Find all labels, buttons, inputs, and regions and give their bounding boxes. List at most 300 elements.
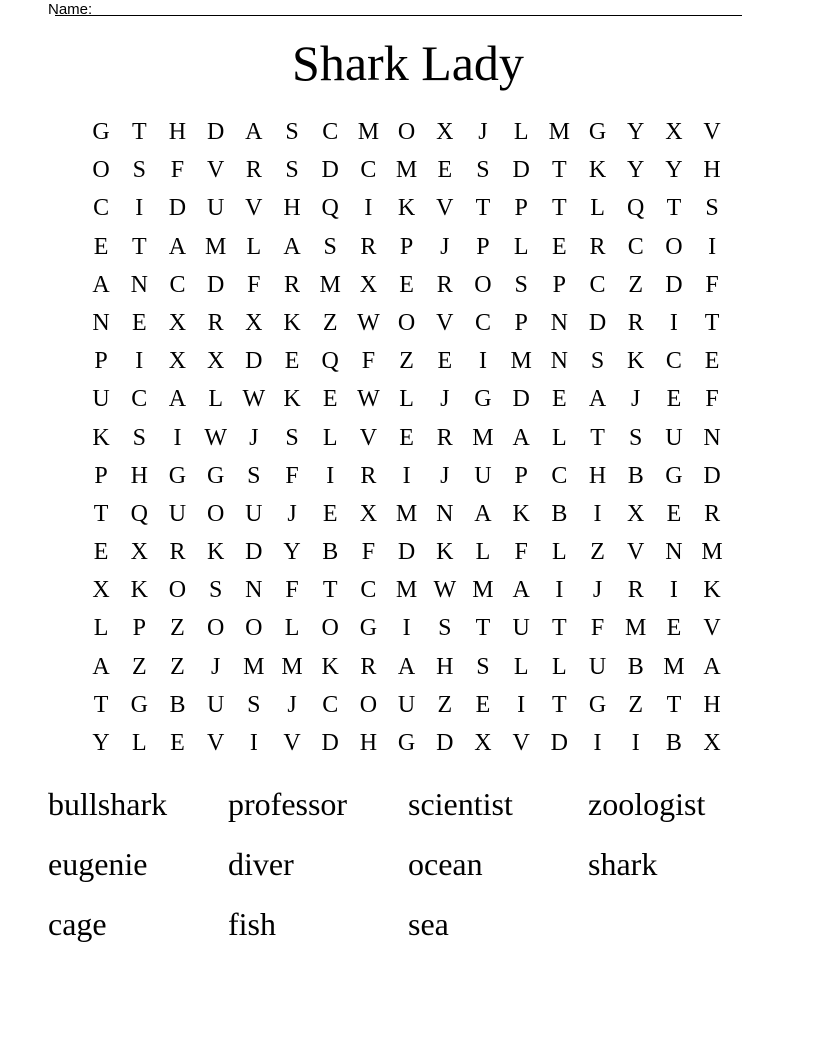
grid-cell: T	[475, 615, 491, 642]
grid-cell: F	[247, 271, 261, 298]
grid-cell: A	[283, 233, 301, 260]
grid-cell: Z	[170, 615, 185, 642]
grid-cell: C	[551, 462, 568, 489]
grid-cell: T	[552, 195, 567, 222]
grid-cell: G	[92, 119, 110, 145]
grid-cell: Y	[283, 539, 301, 566]
grid-cell: E	[552, 386, 567, 413]
grid-cell: V	[206, 157, 225, 184]
grid-cell: I	[478, 348, 487, 375]
grid-cell: I	[364, 195, 373, 222]
word-list-item: shark	[588, 846, 658, 882]
grid-cell: M	[663, 653, 685, 680]
grid-cell: J	[287, 500, 297, 527]
grid-cell: L	[475, 539, 491, 566]
grid-cell: T	[93, 691, 109, 718]
grid-cell: M	[701, 539, 723, 566]
grid-cell: U	[588, 653, 607, 680]
grid-cell: R	[360, 653, 377, 680]
grid-cell: P	[94, 348, 108, 375]
grid-cell: J	[210, 653, 221, 680]
grid-cell: D	[550, 730, 569, 756]
grid-cell: K	[436, 539, 454, 566]
grid-cell: R	[207, 309, 224, 336]
grid-cell: V	[703, 119, 721, 145]
grid-cell: I	[402, 615, 411, 642]
grid-cell: E	[322, 386, 338, 413]
grid-cell: N	[436, 500, 454, 527]
grid-cell: D	[665, 271, 683, 298]
grid-cell: X	[627, 500, 645, 527]
grid-cell: K	[130, 577, 148, 604]
grid-cell: Z	[322, 309, 338, 336]
grid-cell: T	[322, 577, 338, 604]
grid-cell: T	[666, 195, 682, 222]
grid-cell: U	[206, 691, 225, 718]
grid-cell: V	[436, 309, 454, 336]
name-label: Name:	[48, 1, 93, 18]
grid-cell: N	[130, 271, 148, 298]
grid-cell: T	[590, 424, 605, 451]
grid-cell: H	[168, 119, 187, 145]
grid-cell: M	[395, 157, 418, 184]
grid-cell: D	[168, 195, 187, 222]
grid-cell: I	[669, 577, 678, 604]
word-list-item: professor	[228, 786, 348, 822]
word-list-item: eugenie	[48, 846, 148, 882]
grid-cell: Q	[627, 195, 645, 222]
grid-cell: Q	[130, 500, 148, 527]
grid-cell: U	[245, 500, 263, 527]
grid-cell: C	[360, 157, 377, 184]
grid-cell: V	[512, 730, 530, 756]
grid-cell: I	[593, 500, 602, 527]
grid-cell: R	[589, 233, 606, 260]
word-list-item: scientist	[408, 786, 513, 822]
grid-cell: T	[704, 309, 720, 336]
grid-cell: A	[168, 233, 187, 260]
grid-cell: S	[132, 424, 146, 451]
grid-cell: Z	[170, 653, 185, 680]
grid-cell: D	[436, 730, 454, 756]
grid-cell: N	[665, 539, 683, 566]
grid-cell: O	[397, 119, 416, 145]
grid-cell: I	[135, 195, 144, 222]
grid-cell: G	[397, 730, 416, 756]
grid-cell: A	[512, 424, 530, 451]
grid-cell: N	[92, 309, 110, 336]
grid-cell: F	[361, 539, 376, 566]
grid-cell: T	[131, 233, 147, 260]
grid-cell: S	[285, 119, 299, 145]
grid-cell: M	[510, 348, 532, 375]
grid-cell: I	[631, 730, 640, 756]
grid-cell: D	[703, 462, 721, 489]
grid-cell: S	[590, 348, 605, 375]
grid-cell: D	[245, 348, 263, 375]
grid-cell: F	[705, 271, 719, 298]
grid-cell: E	[666, 386, 682, 413]
grid-cell: G	[359, 615, 378, 642]
grid-cell: M	[357, 119, 380, 145]
grid-cell: P	[514, 195, 528, 222]
grid-cell: O	[359, 691, 378, 718]
grid-cell: T	[552, 615, 567, 642]
grid-cell: K	[588, 157, 607, 184]
grid-cell: F	[514, 539, 528, 566]
grid-cell: A	[474, 500, 492, 527]
grid-cell: W	[357, 386, 380, 413]
grid-cell: J	[440, 462, 450, 489]
grid-cell: K	[92, 424, 110, 451]
grid-cell: B	[169, 691, 186, 718]
grid-cell: L	[131, 730, 147, 756]
grid-cell: K	[283, 386, 301, 413]
grid-cell: R	[704, 500, 721, 527]
grid-cell: S	[438, 615, 452, 642]
grid-cell: N	[550, 309, 569, 336]
grid-cell: N	[703, 424, 721, 451]
grid-cell: R	[436, 424, 453, 451]
grid-cell: M	[204, 233, 227, 260]
grid-cell: R	[245, 157, 262, 184]
grid-cell: S	[208, 577, 223, 604]
grid-cell: I	[249, 730, 258, 756]
grid-cell: J	[592, 577, 603, 604]
grid-cell: A	[588, 386, 607, 413]
grid-cell: V	[703, 615, 721, 642]
grid-cell: V	[436, 195, 454, 222]
grid-cell: T	[93, 500, 109, 527]
grid-cell: L	[284, 615, 300, 642]
grid-cell: L	[590, 195, 605, 222]
grid-cell: R	[284, 271, 301, 298]
grid-cell: R	[627, 577, 644, 604]
grid-cell: T	[666, 691, 682, 718]
grid-cell: M	[395, 577, 418, 604]
grid-cell: F	[590, 615, 605, 642]
grid-cell: F	[285, 462, 299, 489]
grid-cell: F	[285, 577, 299, 604]
grid-cell: Y	[627, 119, 645, 145]
grid-cell: C	[322, 119, 339, 145]
grid-cell: X	[703, 730, 721, 756]
grid-cell: X	[245, 309, 263, 336]
grid-cell: O	[206, 500, 225, 527]
grid-cell: L	[246, 233, 262, 260]
grid-cell: P	[399, 233, 414, 260]
grid-cell: L	[208, 386, 223, 413]
grid-cell: B	[665, 730, 682, 756]
grid-cell: C	[627, 233, 644, 260]
grid-cell: O	[92, 157, 110, 184]
grid-cell: V	[245, 195, 263, 222]
grid-cell: C	[322, 691, 339, 718]
grid-cell: G	[130, 691, 148, 718]
grid-cell: X	[130, 539, 148, 566]
word-list	[48, 776, 768, 956]
grid-cell: G	[665, 462, 683, 489]
word-list-item: cage	[48, 906, 107, 942]
grid-cell: J	[287, 691, 297, 718]
word-list-item: zoologist	[588, 786, 706, 822]
grid-cell: O	[321, 615, 339, 642]
grid-cell: U	[397, 691, 416, 718]
grid-cell: V	[359, 424, 378, 451]
grid-cell: T	[552, 691, 567, 718]
grid-cell: L	[552, 424, 567, 451]
grid-cell: K	[283, 309, 301, 336]
grid-cell: F	[705, 386, 719, 413]
grid-cell: M	[395, 500, 418, 527]
grid-cell: O	[474, 271, 492, 298]
grid-cell: E	[475, 691, 491, 718]
grid-cell: T	[475, 195, 491, 222]
grid-cell: S	[476, 157, 490, 184]
grid-cell: C	[474, 309, 491, 336]
grid-cell: D	[206, 271, 225, 298]
grid-cell: E	[399, 271, 414, 298]
word-list-item: fish	[228, 906, 276, 942]
grid-cell: S	[132, 157, 146, 184]
grid-cell: W	[357, 309, 380, 336]
grid-cell: M	[281, 653, 303, 680]
grid-cell: P	[514, 462, 528, 489]
grid-cell: I	[326, 462, 335, 489]
grid-cell: E	[437, 157, 453, 184]
grid-cell: K	[206, 539, 225, 566]
grid-cell: L	[513, 119, 529, 145]
grid-cell: M	[319, 271, 341, 298]
grid-cell: D	[512, 386, 530, 413]
grid-cell: H	[130, 462, 148, 489]
grid-cell: D	[512, 157, 530, 184]
grid-cell: Y	[665, 157, 683, 184]
grid-cell: D	[588, 309, 607, 336]
grid-cell: X	[206, 348, 225, 375]
grid-cell: K	[321, 653, 339, 680]
grid-cell: L	[552, 539, 567, 566]
grid-cell: J	[478, 119, 488, 145]
grid-cell: P	[132, 615, 146, 642]
grid-cell: S	[476, 653, 490, 680]
grid-cell: Z	[628, 691, 644, 718]
grid-cell: P	[552, 271, 567, 298]
grid-cell: M	[243, 653, 265, 680]
grid-cell: U	[206, 195, 225, 222]
grid-cell: H	[436, 653, 454, 680]
grid-cell: U	[512, 615, 530, 642]
grid-cell: O	[397, 309, 416, 336]
grid-cell: A	[703, 653, 721, 680]
grid-cell: E	[284, 348, 300, 375]
grid-cell: U	[92, 386, 110, 413]
word-list-item: diver	[228, 846, 294, 882]
grid-cell: C	[169, 271, 186, 298]
grid-cell: Q	[321, 348, 339, 375]
grid-cell: G	[588, 119, 607, 145]
grid-cell: B	[322, 539, 339, 566]
name-underline	[55, 15, 742, 16]
grid-cell: H	[703, 691, 721, 718]
grid-cell: T	[131, 119, 147, 145]
grid-cell: L	[322, 424, 338, 451]
grid-cell: A	[168, 386, 187, 413]
grid-cell: J	[440, 386, 450, 413]
grid-cell: U	[168, 500, 187, 527]
grid-cell: X	[359, 271, 378, 298]
grid-cell: G	[168, 462, 187, 489]
word-list-item: ocean	[408, 846, 483, 882]
grid-cell: K	[627, 348, 645, 375]
grid-cell: S	[629, 424, 643, 451]
grid-cell: H	[588, 462, 607, 489]
grid-cell: Y	[92, 730, 110, 756]
grid-cell: U	[474, 462, 492, 489]
grid-cell: S	[705, 195, 719, 222]
grid-cell: S	[514, 271, 528, 298]
grid-cell: C	[589, 271, 606, 298]
grid-cell: O	[168, 577, 187, 604]
grid-cell: E	[399, 424, 414, 451]
page-title: Shark Lady	[292, 35, 524, 91]
grid-cell: V	[627, 539, 645, 566]
grid-cell: D	[321, 157, 339, 184]
grid-cell: A	[397, 653, 416, 680]
grid-cell: Y	[627, 157, 645, 184]
grid-cell: E	[131, 309, 147, 336]
grid-cell: I	[669, 309, 678, 336]
grid-cell: M	[472, 577, 494, 604]
grid-cell: N	[550, 348, 569, 375]
grid-cell: R	[360, 462, 377, 489]
grid-cell: U	[665, 424, 683, 451]
grid-cell: C	[360, 577, 377, 604]
grid-cell: D	[321, 730, 339, 756]
grid-cell: W	[204, 424, 227, 451]
grid-cell: J	[631, 386, 641, 413]
grid-cell: L	[552, 653, 567, 680]
grid-cell: S	[285, 424, 299, 451]
grid-cell: T	[552, 157, 567, 184]
grid-cell: O	[206, 615, 225, 642]
grid-cell: L	[513, 233, 529, 260]
grid-cell: B	[627, 462, 644, 489]
grid-cell: W	[242, 386, 266, 413]
grid-cell: H	[359, 730, 378, 756]
grid-cell: D	[245, 539, 263, 566]
grid-cell: E	[170, 730, 185, 756]
grid-cell: Z	[590, 539, 605, 566]
grid-cell: Z	[399, 348, 414, 375]
word-list-item: bullshark	[48, 786, 168, 822]
grid-cell: K	[397, 195, 416, 222]
grid-cell: G	[588, 691, 607, 718]
grid-cell: E	[322, 500, 338, 527]
grid-cell: E	[704, 348, 720, 375]
grid-cell: V	[283, 730, 301, 756]
grid-cell: C	[131, 386, 148, 413]
grid-cell: X	[168, 348, 187, 375]
grid-cell: I	[173, 424, 182, 451]
grid-cell: A	[92, 653, 110, 680]
grid-cell: I	[708, 233, 717, 260]
grid-cell: M	[625, 615, 647, 642]
grid-cell: X	[92, 577, 110, 604]
grid-cell: K	[703, 577, 721, 604]
grid-cell: A	[512, 577, 530, 604]
grid-cell: O	[245, 615, 263, 642]
grid-cell: V	[206, 730, 225, 756]
grid-cell: Z	[628, 271, 644, 298]
grid-cell: F	[361, 348, 376, 375]
grid-cell: H	[703, 157, 721, 184]
grid-cell: X	[436, 119, 454, 145]
grid-cell: P	[514, 309, 528, 336]
grid-cell: R	[169, 539, 186, 566]
grid-cell: I	[135, 348, 144, 375]
grid-cell: E	[93, 233, 109, 260]
grid-cell: M	[472, 424, 494, 451]
grid-cell: X	[665, 119, 683, 145]
grid-cell: E	[437, 348, 453, 375]
grid-cell: Q	[321, 195, 339, 222]
grid-cell: W	[433, 577, 457, 604]
grid-cell: J	[249, 424, 259, 451]
grid-cell: L	[93, 615, 109, 642]
grid-cell: I	[555, 577, 564, 604]
grid-cell: R	[360, 233, 377, 260]
grid-cell: M	[548, 119, 571, 145]
grid-cell: E	[666, 615, 682, 642]
grid-cell: P	[476, 233, 490, 260]
word-list-item: sea	[408, 906, 449, 942]
grid-cell: A	[92, 271, 110, 298]
grid-cell: E	[93, 539, 109, 566]
grid-cell: D	[397, 539, 416, 566]
grid-cell: R	[627, 309, 644, 336]
grid-cell: B	[627, 653, 644, 680]
grid-cell: P	[94, 462, 108, 489]
grid-cell: I	[517, 691, 526, 718]
grid-cell: S	[323, 233, 337, 260]
grid-cell: E	[666, 500, 682, 527]
grid-cell: N	[245, 577, 263, 604]
grid-cell: I	[593, 730, 602, 756]
grid-cell: K	[512, 500, 530, 527]
grid-cell: Z	[131, 653, 147, 680]
grid-cell: O	[665, 233, 683, 260]
grid-cell: G	[206, 462, 225, 489]
grid-cell: B	[551, 500, 568, 527]
letter-grid	[82, 113, 731, 762]
grid-cell: C	[665, 348, 682, 375]
grid-cell: R	[436, 271, 453, 298]
grid-cell: X	[474, 730, 492, 756]
grid-cell: F	[170, 157, 185, 184]
grid-cell: G	[474, 386, 492, 413]
grid-cell: Z	[437, 691, 453, 718]
grid-cell: E	[552, 233, 567, 260]
grid-cell: L	[513, 653, 529, 680]
grid-cell: X	[168, 309, 187, 336]
grid-cell: I	[402, 462, 411, 489]
grid-cell: H	[283, 195, 301, 222]
grid-cell: S	[285, 157, 299, 184]
grid-cell: S	[247, 691, 261, 718]
grid-cell: L	[399, 386, 414, 413]
grid-cell: J	[440, 233, 450, 260]
